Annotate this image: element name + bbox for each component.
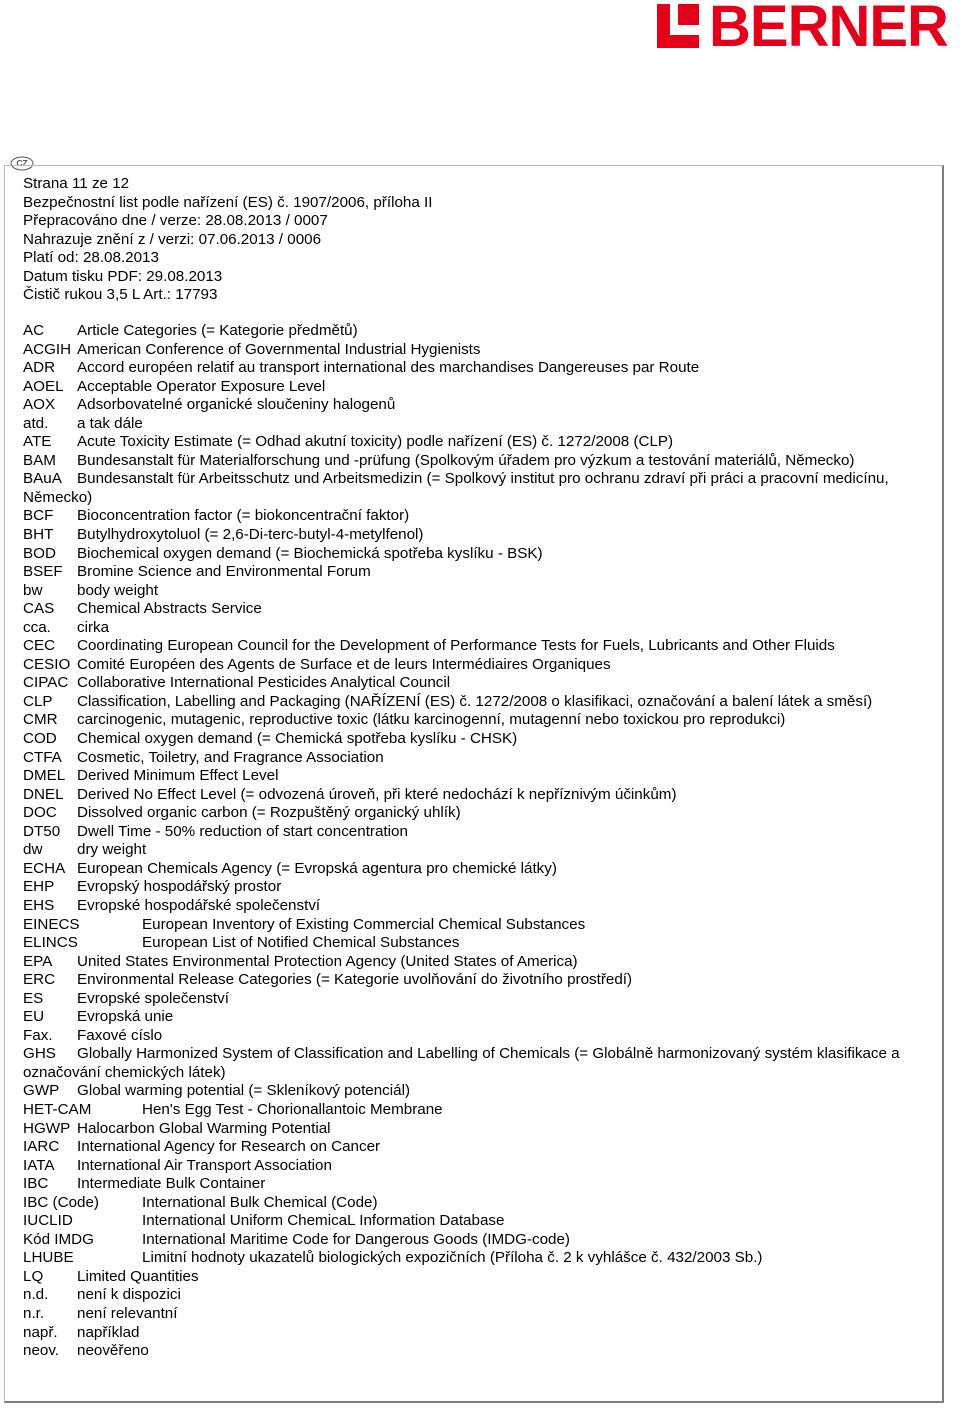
glossary-definition: Bundesanstalt für Materialforschung und -prüfung (Spolkovým úřadem pro výzkum a testování materiálů, Německo) bbox=[77, 451, 855, 469]
glossary-abbreviation: IUCLID bbox=[23, 1212, 73, 1230]
glossary-row bbox=[23, 359, 938, 378]
glossary-definition: Evropské hospodářské společenství bbox=[77, 896, 321, 914]
header-line: Nahrazuje znění z / verzi: 07.06.2013 / 0006 bbox=[23, 230, 322, 248]
glossary-abbreviation: BCF bbox=[23, 507, 54, 525]
glossary-abbreviation: IATA bbox=[23, 1156, 55, 1174]
glossary-abbreviation: EPA bbox=[23, 952, 53, 970]
glossary-definition: European Inventory of Existing Commercial Chemical Substances bbox=[142, 915, 586, 933]
glossary-abbreviation: GHS bbox=[23, 1045, 56, 1063]
glossary-definition: dry weight bbox=[77, 841, 147, 859]
glossary-abbreviation: BAuA bbox=[23, 470, 62, 488]
glossary-row bbox=[23, 545, 938, 564]
glossary-row bbox=[23, 619, 938, 638]
glossary-abbreviation: ES bbox=[23, 989, 44, 1007]
glossary-row bbox=[23, 433, 938, 452]
glossary-row bbox=[23, 1305, 938, 1324]
glossary-definition: Faxové císlo bbox=[77, 1026, 163, 1044]
glossary-row bbox=[23, 730, 938, 749]
glossary-abbreviation: CLP bbox=[23, 692, 53, 710]
glossary-row bbox=[23, 1027, 938, 1046]
glossary-abbreviation: IBC bbox=[23, 1175, 49, 1193]
document-header bbox=[23, 175, 432, 305]
glossary-row bbox=[23, 971, 938, 990]
header-line: Bezpečnostní list podle nařízení (ES) č. 1907/2006, příloha II bbox=[23, 193, 433, 211]
glossary-row bbox=[23, 878, 938, 897]
glossary-row bbox=[23, 600, 938, 619]
glossary-definition: International Uniform ChemicaL Information Database bbox=[142, 1212, 505, 1230]
glossary-abbreviation: ECHA bbox=[23, 859, 66, 877]
glossary-abbreviation: EHS bbox=[23, 896, 55, 914]
glossary-row bbox=[23, 1120, 938, 1139]
glossary-abbreviation: CEC bbox=[23, 637, 56, 655]
header-line: Přepracováno dne / verze: 28.08.2013 / 0007 bbox=[23, 212, 328, 230]
glossary-definition: Derived No Effect Level (= odvozená úroveň, při které nedochází k nepříznivým účinkům) bbox=[77, 785, 677, 803]
glossary-definition: Article Categories (= Kategorie předmětů) bbox=[77, 322, 358, 339]
glossary-definition: Butylhydroxytoluol (= 2,6-Di-terc-butyl-4-metylfenol) bbox=[77, 526, 424, 544]
glossary-row bbox=[23, 1045, 938, 1082]
glossary-row bbox=[23, 860, 938, 879]
glossary-definition: Accord européen relatif au transport international des marchandises Dangereuses par Route bbox=[77, 359, 700, 377]
glossary-definition: Collaborative International Pesticides Analytical Council bbox=[77, 674, 451, 692]
glossary-abbreviation: IBC (Code) bbox=[23, 1193, 99, 1211]
glossary-definition: například bbox=[77, 1323, 140, 1341]
glossary-abbreviation: n.d. bbox=[23, 1286, 49, 1304]
glossary-definition: Classification, Labelling and Packaging (NAŘÍZENÍ (ES) č. 1272/2008 o klasifikaci, označování a balení látek a směsí) bbox=[77, 692, 873, 710]
glossary-definition: Limitní hodnoty ukazatelů biologických expozičních (Příloha č. 2 k vyhlášce č. 432/2003 Sb.) bbox=[142, 1249, 763, 1267]
glossary-definition: European List of Notified Chemical Substances bbox=[142, 934, 460, 952]
glossary-row bbox=[23, 396, 938, 415]
glossary-abbreviation: ACGIH bbox=[23, 340, 72, 358]
glossary-row bbox=[23, 953, 938, 972]
glossary-abbreviation: AC bbox=[23, 322, 45, 339]
glossary-row bbox=[23, 693, 938, 712]
glossary-abbreviation: bw bbox=[23, 581, 43, 599]
glossary-abbreviation: AOEL bbox=[23, 377, 64, 395]
glossary-abbreviation: EHP bbox=[23, 878, 55, 896]
glossary-definition: Halocarbon Global Warming Potential bbox=[77, 1119, 331, 1137]
glossary-definition: Chemical oxygen demand (= Chemická spotřeba kyslíku - CHSK) bbox=[77, 730, 518, 748]
glossary-row bbox=[23, 934, 938, 953]
glossary-row bbox=[23, 674, 938, 693]
header-line: Platí od: 28.08.2013 bbox=[23, 249, 159, 267]
header-line: Datum tisku PDF: 29.08.2013 bbox=[23, 267, 223, 285]
glossary-definition: Adsorbovatelné organické sloučeniny halogenů bbox=[77, 396, 396, 414]
glossary-row bbox=[23, 804, 938, 823]
glossary-definition: Globally Harmonized System of Classification and Labelling of Chemicals (= Globálně harmonizovaný systém klasifikace a označování chemických látek) bbox=[23, 1045, 900, 1081]
glossary-row bbox=[23, 1268, 938, 1287]
glossary-abbreviation: CTFA bbox=[23, 748, 62, 766]
glossary-definition: American Conference of Governmental Industrial Hygienists bbox=[77, 340, 481, 358]
glossary-row bbox=[23, 637, 938, 656]
glossary-abbreviation: LHUBE bbox=[23, 1249, 74, 1267]
glossary-row bbox=[23, 1286, 938, 1305]
glossary-row bbox=[23, 767, 938, 786]
glossary-row bbox=[23, 897, 938, 916]
glossary-row bbox=[23, 341, 938, 360]
glossary-definition: Hen's Egg Test - Chorionallantoic Membrane bbox=[142, 1100, 443, 1118]
glossary-row bbox=[23, 1249, 938, 1268]
glossary-abbreviation: cca. bbox=[23, 618, 51, 636]
glossary-row bbox=[23, 582, 938, 601]
glossary-abbreviation: CMR bbox=[23, 711, 58, 729]
glossary-definition: International Air Transport Association bbox=[77, 1156, 332, 1174]
glossary-abbreviation: ELINCS bbox=[23, 934, 78, 952]
glossary-abbreviation: LQ bbox=[23, 1267, 44, 1285]
glossary-definition: Intermediate Bulk Container bbox=[77, 1175, 266, 1193]
glossary-definition: Bromine Science and Environmental Forum bbox=[77, 563, 371, 581]
glossary-definition: Global warming potential (= Skleníkový potenciál) bbox=[77, 1082, 411, 1100]
glossary-row bbox=[23, 1157, 938, 1176]
glossary-abbreviation: dw bbox=[23, 841, 43, 859]
glossary-row bbox=[23, 1194, 938, 1213]
glossary-abbreviation: Fax. bbox=[23, 1026, 53, 1044]
glossary-row bbox=[23, 749, 938, 768]
glossary-abbreviation: n.r. bbox=[23, 1304, 45, 1322]
glossary-definition: Biochemical oxygen demand (= Biochemická spotřeba kyslíku - BSK) bbox=[77, 544, 543, 562]
glossary-definition: není relevantní bbox=[77, 1304, 178, 1322]
glossary-abbreviation: BOD bbox=[23, 544, 56, 562]
glossary-definition: Limited Quantities bbox=[77, 1267, 199, 1285]
glossary-abbreviation: CAS bbox=[23, 600, 55, 618]
glossary-abbreviation: DOC bbox=[23, 804, 57, 822]
glossary-row bbox=[23, 1082, 938, 1101]
glossary-row bbox=[23, 786, 938, 805]
glossary-row bbox=[23, 452, 938, 471]
glossary-definition: cirka bbox=[77, 618, 110, 636]
glossary-row bbox=[23, 1101, 938, 1120]
glossary-row bbox=[23, 526, 938, 545]
glossary-abbreviation: neov. bbox=[23, 1342, 60, 1360]
glossary-definition: Acute Toxicity Estimate (= Odhad akutní toxicity) podle nařízení (ES) č. 1272/2008 (CLP) bbox=[77, 433, 674, 451]
glossary-row bbox=[23, 841, 938, 860]
glossary-definition: body weight bbox=[77, 581, 159, 599]
glossary-definition: European Chemicals Agency (= Evropská agentura pro chemické látky) bbox=[77, 859, 557, 877]
logo-wordmark: BERNER bbox=[709, 0, 948, 59]
glossary-row bbox=[23, 1138, 938, 1157]
glossary-abbreviation: Kód IMDG bbox=[23, 1230, 94, 1248]
glossary-abbreviation: atd. bbox=[23, 414, 49, 432]
glossary-definition: Derived Minimum Effect Level bbox=[77, 767, 279, 785]
glossary-abbreviation: BHT bbox=[23, 526, 54, 544]
glossary-abbreviation: DNEL bbox=[23, 785, 64, 803]
glossary-abbreviation: ATE bbox=[23, 433, 52, 451]
glossary-definition: International Bulk Chemical (Code) bbox=[142, 1193, 378, 1211]
glossary-definition: Comité Européen des Agents de Surface et de leurs Intermédiaires Organiques bbox=[77, 655, 611, 673]
glossary-abbreviation: COD bbox=[23, 730, 57, 748]
glossary-abbreviation: např. bbox=[23, 1323, 58, 1341]
glossary-definition: Bioconcentration factor (= biokoncentrační faktor) bbox=[77, 507, 410, 525]
abbreviations-glossary bbox=[23, 322, 938, 1361]
glossary-abbreviation: IARC bbox=[23, 1138, 60, 1156]
glossary-row bbox=[23, 1324, 938, 1343]
glossary-row bbox=[23, 470, 938, 507]
glossary-row bbox=[23, 1175, 938, 1194]
glossary-row bbox=[23, 507, 938, 526]
glossary-abbreviation: ADR bbox=[23, 359, 56, 377]
glossary-definition: International Maritime Code for Dangerous Goods (IMDG-code) bbox=[142, 1230, 570, 1248]
glossary-row bbox=[23, 916, 938, 935]
glossary-abbreviation: HGWP bbox=[23, 1119, 71, 1137]
glossary-row bbox=[23, 1231, 938, 1250]
glossary-row bbox=[23, 378, 938, 397]
country-badge-label: CZ bbox=[16, 158, 28, 168]
glossary-row bbox=[23, 1008, 938, 1027]
glossary-definition: Dissolved organic carbon (= Rozpuštěný organický uhlík) bbox=[77, 804, 461, 822]
glossary-definition: Environmental Release Categories (= Kategorie uvolňování do životního prostředí) bbox=[77, 971, 633, 989]
glossary-definition: Chemical Abstracts Service bbox=[77, 600, 262, 618]
glossary-definition: carcinogenic, mutagenic, reproductive toxic (látku karcinogenní, mutagenní nebo toxickou pro reprodukci) bbox=[77, 711, 786, 729]
glossary-definition: Evropské společenství bbox=[77, 989, 229, 1007]
glossary-abbreviation: ERC bbox=[23, 971, 56, 989]
glossary-row bbox=[23, 1212, 938, 1231]
glossary-abbreviation: EU bbox=[23, 1008, 45, 1026]
glossary-definition: Cosmetic, Toiletry, and Fragrance Association bbox=[77, 748, 384, 766]
glossary-abbreviation: CIPAC bbox=[23, 674, 69, 692]
glossary-definition: Dwell Time - 50% reduction of start concentration bbox=[77, 822, 408, 840]
glossary-abbreviation: AOX bbox=[23, 396, 56, 414]
header-line: Strana 11 ze 12 bbox=[23, 175, 130, 192]
glossary-row bbox=[23, 322, 938, 341]
glossary-row bbox=[23, 656, 938, 675]
glossary-row bbox=[23, 1342, 938, 1361]
glossary-definition: International Agency for Research on Cancer bbox=[77, 1138, 381, 1156]
header-line: Čistič rukou 3,5 L Art.: 17793 bbox=[23, 286, 218, 304]
glossary-row bbox=[23, 563, 938, 582]
glossary-row bbox=[23, 823, 938, 842]
glossary-abbreviation: HET-CAM bbox=[23, 1100, 92, 1118]
glossary-definition: a tak dále bbox=[77, 414, 143, 432]
glossary-abbreviation: EINECS bbox=[23, 915, 80, 933]
glossary-row bbox=[23, 711, 938, 730]
glossary-definition: Acceptable Operator Exposure Level bbox=[77, 377, 326, 395]
glossary-definition: není k dispozici bbox=[77, 1286, 181, 1304]
glossary-row bbox=[23, 990, 938, 1009]
glossary-row bbox=[23, 415, 938, 434]
glossary-abbreviation: CESIO bbox=[23, 655, 71, 673]
berner-logo bbox=[655, 0, 955, 59]
glossary-definition: Bundesanstalt für Arbeitsschutz und Arbeitsmedizin (= Spolkový institut pro ochranu zdraví při práci a pracovní medicínu, Německo) bbox=[23, 470, 889, 506]
glossary-abbreviation: DT50 bbox=[23, 822, 61, 840]
glossary-abbreviation: DMEL bbox=[23, 767, 66, 785]
glossary-abbreviation: GWP bbox=[23, 1082, 60, 1100]
glossary-definition: neověřeno bbox=[77, 1342, 149, 1360]
glossary-definition: Evropský hospodářský prostor bbox=[77, 878, 282, 896]
glossary-definition: Evropská unie bbox=[77, 1008, 174, 1026]
glossary-definition: Coordinating European Council for the Development of Performance Tests for Fuels, Lubricants and Other Fluids bbox=[77, 637, 835, 655]
glossary-definition: United States Environmental Protection Agency (United States of America) bbox=[77, 952, 578, 970]
glossary-abbreviation: BSEF bbox=[23, 563, 63, 581]
glossary-abbreviation: BAM bbox=[23, 451, 56, 469]
